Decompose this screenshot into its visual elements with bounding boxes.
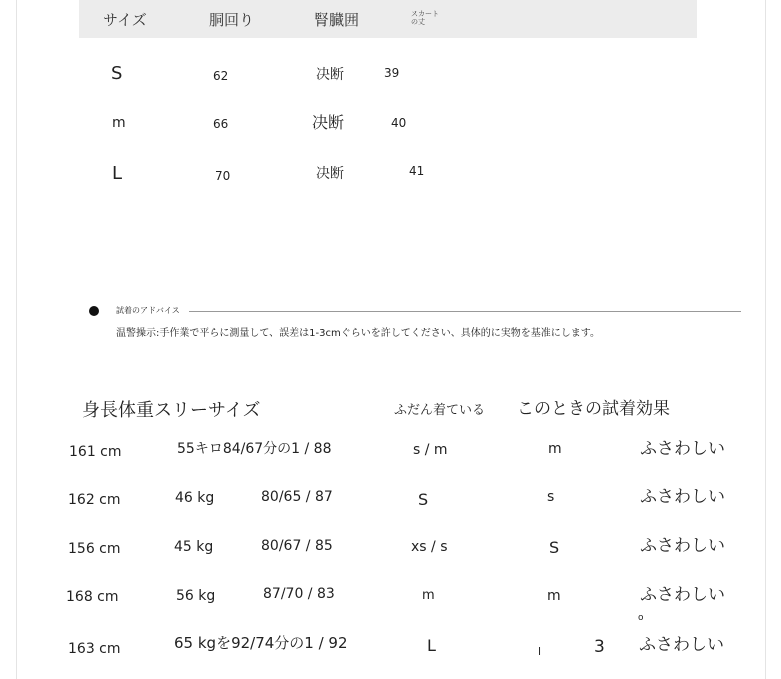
row1-effect: ふさわしい: [640, 439, 725, 459]
row5-height: 163 cm: [68, 641, 121, 657]
row2-weight: 46 kg: [175, 490, 215, 506]
row5-usual: L: [427, 636, 436, 655]
header-body-measurements: 身長体重スリーサイズ: [82, 400, 261, 421]
hip-l: 决断: [316, 166, 344, 182]
page-border-right: [765, 0, 766, 679]
header-fit-result: このときの試着効果: [517, 399, 670, 419]
row4-usual: m: [422, 588, 435, 603]
row3-height: 156 cm: [68, 541, 121, 557]
size-s: S: [111, 63, 123, 84]
hip-m: 决断: [312, 113, 345, 132]
row3-measurements: 80/67 / 85: [261, 538, 333, 554]
row4-effect: ふさわしい: [640, 585, 725, 605]
waist-m: 66: [213, 117, 229, 131]
waist-l: 70: [215, 169, 231, 183]
header-hip: 腎臓囲: [314, 11, 360, 29]
hip-s: 决断: [316, 67, 344, 83]
row2-measurements: 80/65 / 87: [261, 489, 333, 505]
row1-measurements: 55キロ84/67分の1 / 88: [177, 441, 332, 457]
row3-effect: ふさわしい: [640, 536, 725, 556]
row3-weight: 45 kg: [174, 539, 214, 555]
advice-note: 温警操示:手作業で平らに測量して、誤差は1-3cmぐらいを許してください、具体的に実物を基准にします。: [116, 328, 600, 339]
advice-title: 試着のアドバイス: [116, 306, 180, 315]
advice-bullet: [89, 306, 99, 316]
row5-measurements: 65 kgを92/74分の1 / 92: [174, 634, 348, 652]
length-l: 41: [409, 164, 425, 178]
row3-tried: S: [549, 538, 560, 557]
header-usual-size: ふだん着ている: [394, 403, 486, 418]
size-l: L: [112, 163, 123, 184]
row4-height: 168 cm: [66, 589, 119, 605]
waist-s: 62: [213, 69, 229, 83]
row1-height: 161 cm: [69, 444, 122, 460]
header-size: サイズ: [103, 11, 147, 29]
page-border-left: [16, 0, 17, 679]
row5-tried: l: [538, 645, 542, 658]
row2-usual: S: [418, 490, 429, 509]
row2-effect: ふさわしい: [640, 487, 725, 507]
row1-usual: s / m: [413, 442, 448, 458]
row3-usual: xs / s: [411, 539, 448, 555]
row2-tried: s: [547, 489, 555, 505]
length-s: 39: [384, 66, 400, 80]
row5-effect: ふさわしい: [639, 635, 724, 655]
length-m: 40: [391, 116, 407, 130]
row2-height: 162 cm: [68, 492, 121, 508]
row4-weight: 56 kg: [176, 588, 216, 604]
advice-divider: [189, 311, 741, 312]
row4-measurements: 87/70 / 83: [263, 586, 335, 602]
header-waist: 胴回り: [209, 11, 255, 29]
row4-tried: m: [547, 588, 561, 604]
row1-tried: m: [548, 441, 562, 457]
stray-mark: o: [638, 613, 644, 623]
header-length: スカート の丈: [411, 10, 439, 27]
size-m: m: [112, 115, 126, 131]
stray-number: 3: [594, 637, 605, 657]
size-table-header: [79, 0, 697, 38]
